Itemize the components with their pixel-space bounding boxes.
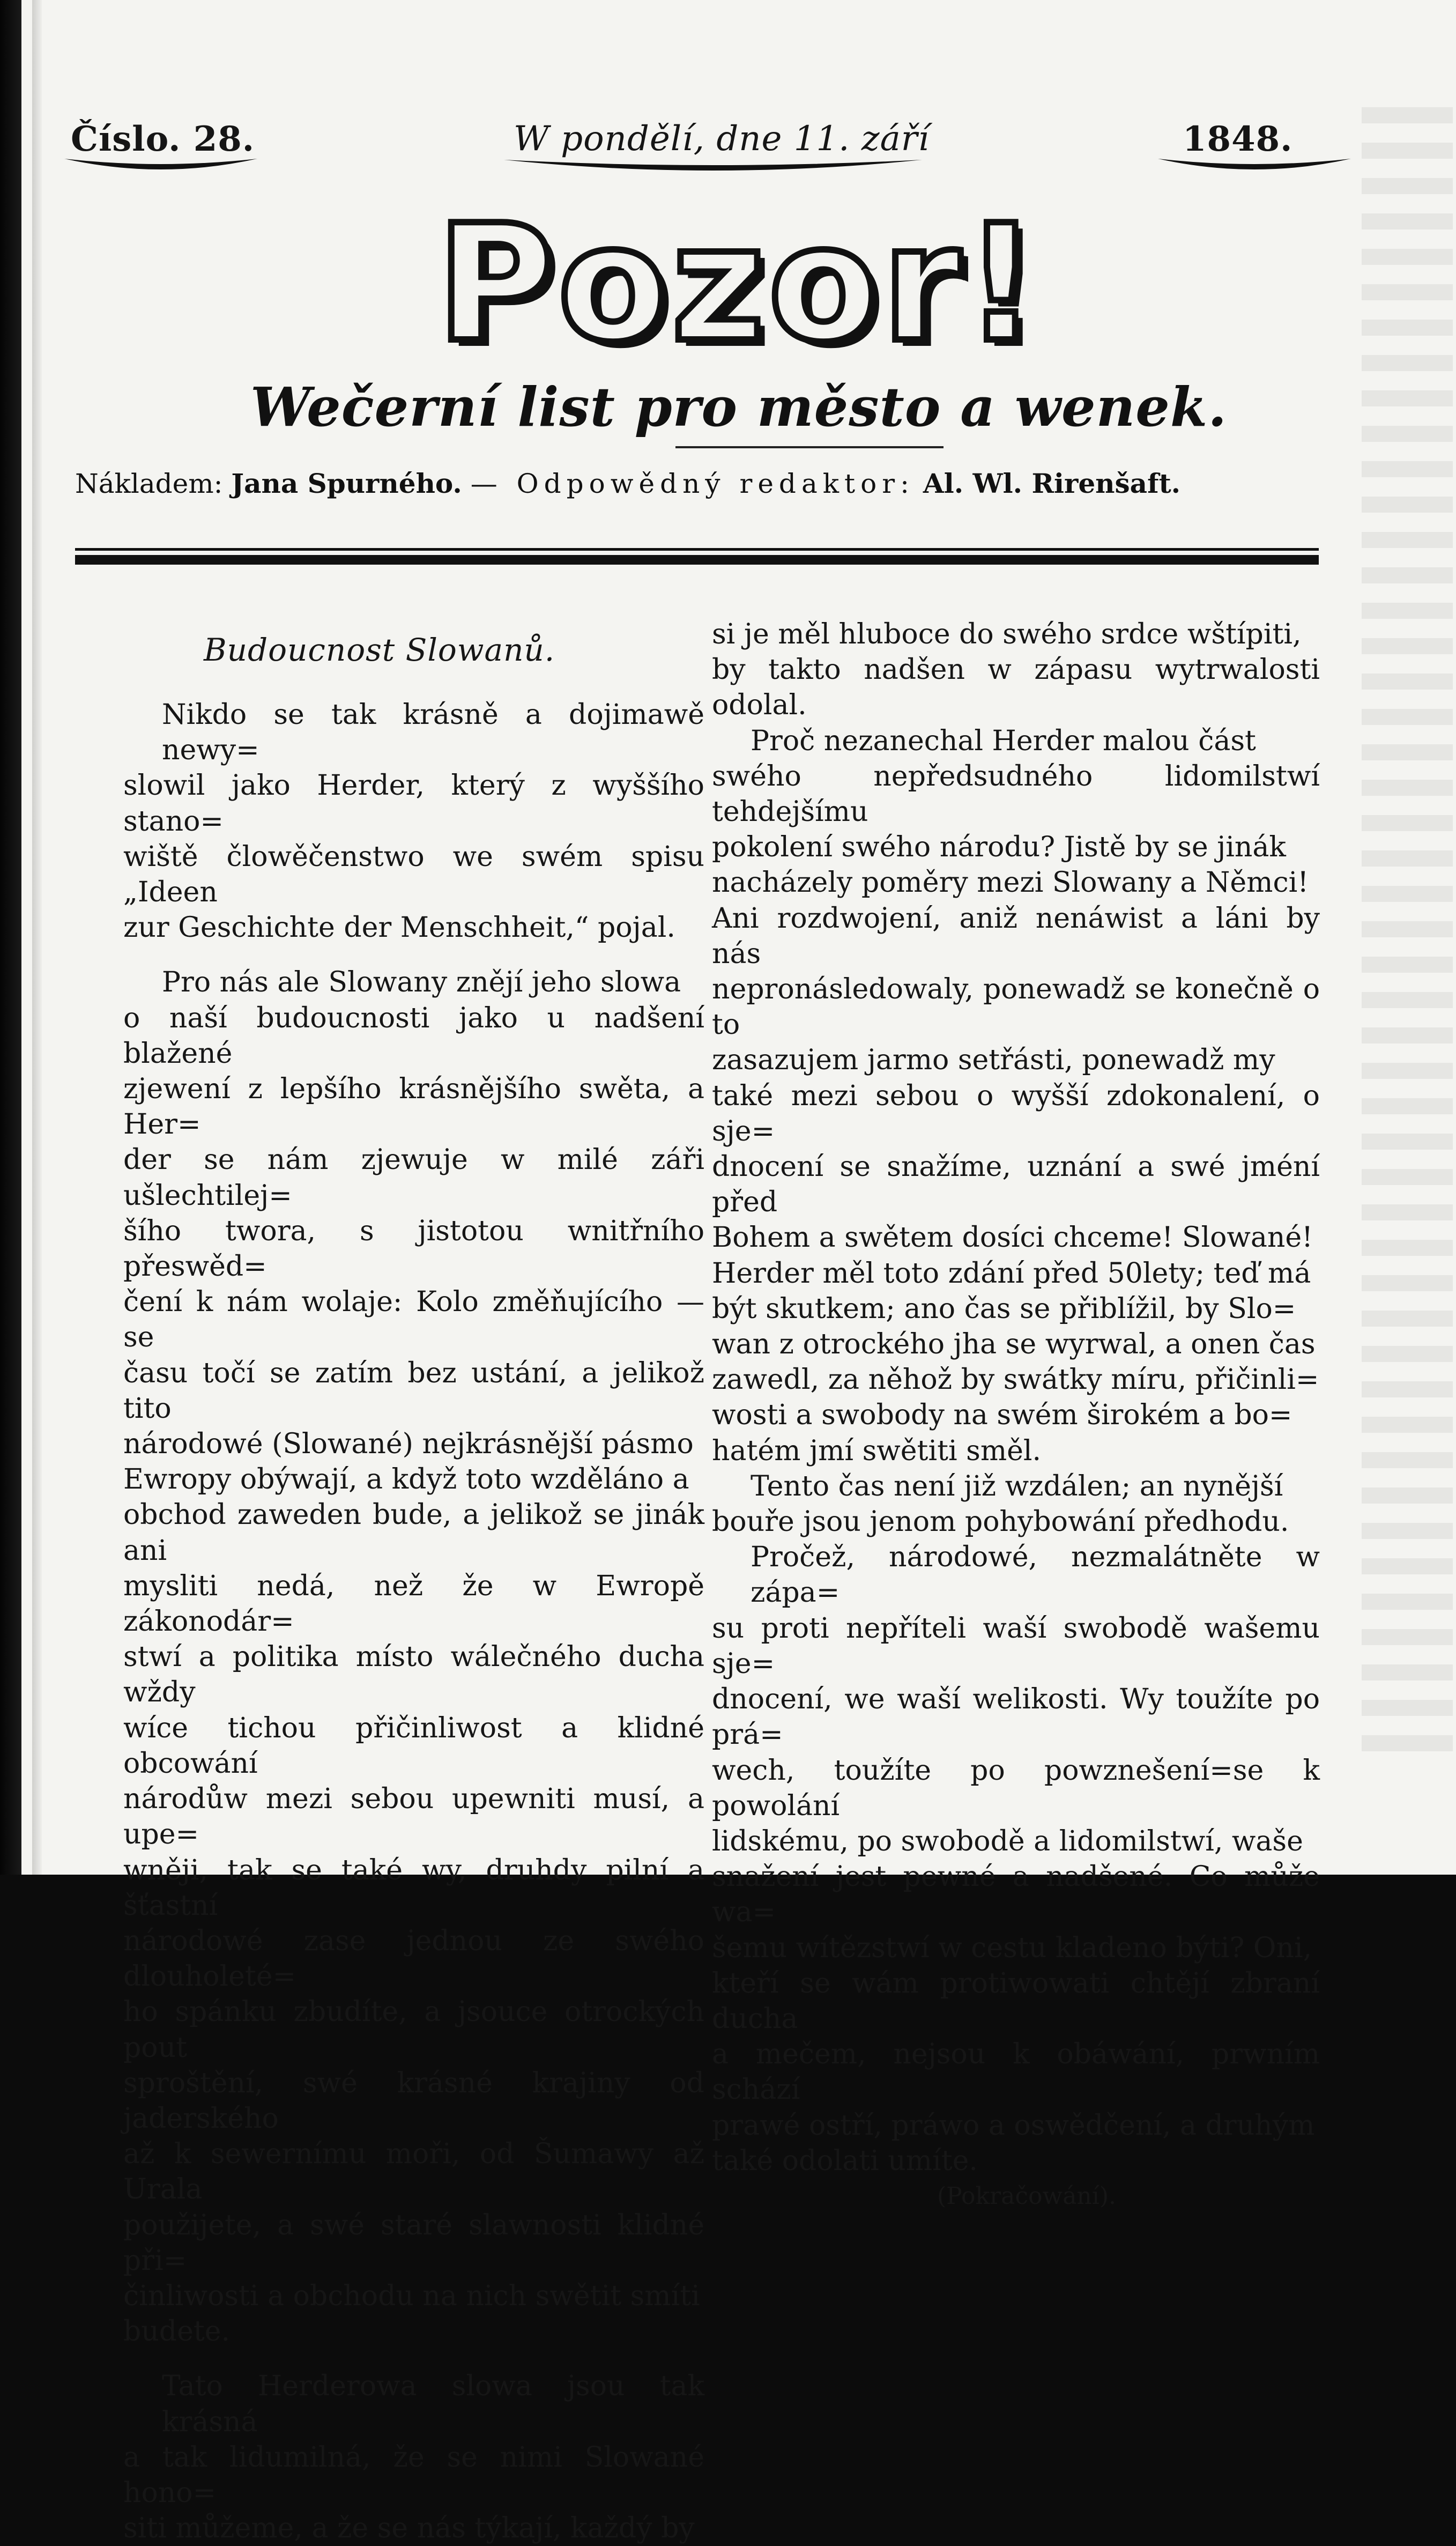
text-line: činliwosti a obchodu na nich swětit smíti bbox=[123, 2279, 700, 2312]
text-line: také odolati umíte. bbox=[712, 2144, 978, 2177]
issue-date: W pondělí, dne 11. září bbox=[514, 119, 930, 159]
text-line: až k sewernímu moři, od Šumawy až Urala bbox=[123, 2138, 704, 2206]
text-line: dnocení, we waší welikosti. Wy toužíte po prá= bbox=[712, 1683, 1320, 1751]
continuation-note: (Pokračowání). bbox=[937, 2182, 1116, 2210]
text-line: wíce tichou přičinliwost a klidné obcowání bbox=[123, 1712, 704, 1780]
text-line: Proč nezanechal Herder malou část bbox=[751, 724, 1256, 757]
swash-ornament-left bbox=[64, 157, 257, 178]
text-line: wiště člowěčenstwo we swém spisu „Ideen bbox=[123, 840, 704, 909]
text-line: Nikdo se tak krásně a dojimawě newy= bbox=[162, 699, 704, 767]
text-line: šího twora, s jistotou wnitřního přeswěd= bbox=[123, 1215, 704, 1283]
text-line: národowé (Slowané) nejkrásnější pásmo bbox=[123, 1428, 694, 1461]
text-line: su proti nepříteli waší swobodě wašemu sje= bbox=[712, 1612, 1320, 1680]
text-line: si je měl hluboce do swého srdce wštípiti, bbox=[712, 618, 1302, 650]
text-line: kteří se wám protiwowati chtějí zbraní ducha bbox=[712, 1967, 1320, 2035]
text-line: ho spánku zbudíte, a jsouce otrockých pout bbox=[123, 1996, 704, 2064]
article-column-right bbox=[712, 617, 1320, 2214]
text-line: sproštění, swé krásné krajiny od jaderského bbox=[123, 2067, 704, 2135]
swash-ornament-right bbox=[1158, 157, 1351, 178]
swash-ornament-center bbox=[504, 157, 922, 178]
text-line: být skutkem; ano čas se přiblížil, by Slo= bbox=[712, 1292, 1296, 1325]
text-line: národůw mezi sebou upewniti musí, a upe= bbox=[123, 1783, 704, 1851]
text-line: mysliti nedá, než že w Ewropě zákonodár= bbox=[123, 1570, 704, 1638]
text-line: Herder měl toto zdání před 50lety; teď má bbox=[712, 1257, 1311, 1290]
paragraph-gap bbox=[123, 945, 704, 965]
text-line: zjewení z lepšího krásnějšího swěta, a Her= bbox=[123, 1073, 704, 1141]
text-line: snažení jest pewné a nadšené. Co může wa= bbox=[712, 1861, 1320, 1929]
text-line: bouře jsou jenom pohybowání předhodu. bbox=[712, 1506, 1289, 1538]
issue-year: 1848. bbox=[1183, 119, 1293, 159]
publisher-line bbox=[75, 468, 1372, 499]
text-line: hatém jmí swětiti směl. bbox=[712, 1434, 1042, 1467]
text-line: budete. bbox=[123, 2315, 231, 2348]
text-line: Ani rozdwojení, aniž nenáwist a láni by nás bbox=[712, 902, 1320, 970]
text-line: Pro nás ale Slowany znějí jeho slowa bbox=[162, 966, 681, 999]
text-line: času točí se zatím bez ustání, a jelikož tito bbox=[123, 1357, 704, 1425]
text-line: nepronásledowaly, ponewadž se konečně o to bbox=[712, 973, 1320, 1041]
text-line: čení k nám wolaje: Kolo změňujícího — se bbox=[123, 1286, 704, 1354]
text-line: by takto nadšen w zápasu wytrwalosti odolal. bbox=[712, 654, 1320, 722]
text-line: a tak lidumilná, že se nimi Slowané hono= bbox=[123, 2441, 704, 2509]
text-line: wosti a swobody na swém širokém a bo= bbox=[712, 1399, 1292, 1432]
text-line: národowé zase jednou ze swého dlouholeté= bbox=[123, 1925, 704, 1993]
editor-name: Al. Wl. Rirenšaft. bbox=[923, 468, 1181, 499]
text-line: wan z otrockého jha se wyrwal, a onen čas bbox=[712, 1328, 1316, 1361]
text-line: a mečem, nejsou k obáwání, prwním schází bbox=[712, 2038, 1320, 2106]
publisher-label: Nákladem: bbox=[75, 468, 223, 499]
text-line: také mezi sebou o wyšší zdokonalení, o sje= bbox=[712, 1079, 1320, 1148]
text-line: der se nám zjewuje w milé záři ušlechtilej= bbox=[123, 1144, 704, 1212]
text-line: slowil jako Herder, který z wyššího stano= bbox=[123, 769, 704, 838]
text-line: zur Geschichte der Menschheit,“ pojal. bbox=[123, 912, 675, 944]
editor-label: — Odpowědný redaktor: bbox=[470, 468, 915, 499]
text-line: lidskému, po swobodě a lidomilstwí, waše bbox=[712, 1825, 1303, 1857]
text-line: stwí a politika místo wálečného ducha wždy bbox=[123, 1641, 704, 1709]
text-line: nacházely poměry mezi Slowany a Němci! bbox=[712, 867, 1309, 899]
text-line: Pročež, národowé, nezmalátněte w zápa= bbox=[751, 1541, 1320, 1609]
text-line: zasazujem jarmo setřásti, ponewadž my bbox=[712, 1044, 1275, 1077]
text-line: siti můžeme, a že se nás týkají, každý by bbox=[123, 2512, 695, 2545]
text-line: Bohem a swětem dosíci chceme! Slowané! bbox=[712, 1222, 1313, 1254]
publisher-name: Jana Spurného. bbox=[231, 468, 462, 499]
scan-edge bbox=[0, 0, 21, 1875]
article-column-left bbox=[123, 617, 704, 2546]
article-heading: Budoucnost Slowanů. bbox=[204, 632, 555, 668]
text-line: obchod zaweden bude, a jelikož se jinák ani bbox=[123, 1499, 704, 1567]
text-line: wněji, tak se také wy, druhdy pilní a šťastní bbox=[123, 1854, 704, 1922]
newspaper-title: Pozor! bbox=[436, 190, 1041, 378]
text-line: o naší budoucnosti jako u nadšení blažené bbox=[123, 1002, 704, 1070]
issue-number: Číslo. 28. bbox=[71, 119, 255, 159]
text-line: Tato Herderowa slowa jsou tak krásná bbox=[162, 2370, 704, 2438]
text-line: swého nepředsudného lidomilstwí tehdejšímu bbox=[712, 760, 1320, 828]
text-line: pokolení swého národu? Jistě by se jinák bbox=[712, 831, 1286, 864]
text-line: zawedl, za něhož by swátky míru, přičinli= bbox=[712, 1364, 1319, 1396]
text-line: Tento čas není již wzdálen; an nynější bbox=[751, 1470, 1283, 1503]
newspaper-page bbox=[21, 0, 1456, 2545]
text-line: dnocení se snažíme, uznání a swé jméní před bbox=[712, 1151, 1320, 1219]
subtitle-rule bbox=[675, 446, 944, 448]
masthead-rule bbox=[75, 548, 1319, 565]
text-line: šemu wítězstwí w cestu kladeno býti? Oni, bbox=[712, 1931, 1312, 1964]
text-line: použijete, a swé staré slawnosti klidné při= bbox=[123, 2209, 704, 2277]
text-line: prawé ostří, práwo a oswědčení, a druhým bbox=[712, 2109, 1315, 2142]
text-line: wech, toužíte po powznešení=se k powolání bbox=[712, 1754, 1320, 1822]
paragraph-gap bbox=[123, 2349, 704, 2369]
newspaper-subtitle: Wečerní list pro město a wenek. bbox=[250, 375, 1228, 439]
text-line: Ewropy obýwají, a když toto wzděláno a bbox=[123, 1463, 689, 1496]
